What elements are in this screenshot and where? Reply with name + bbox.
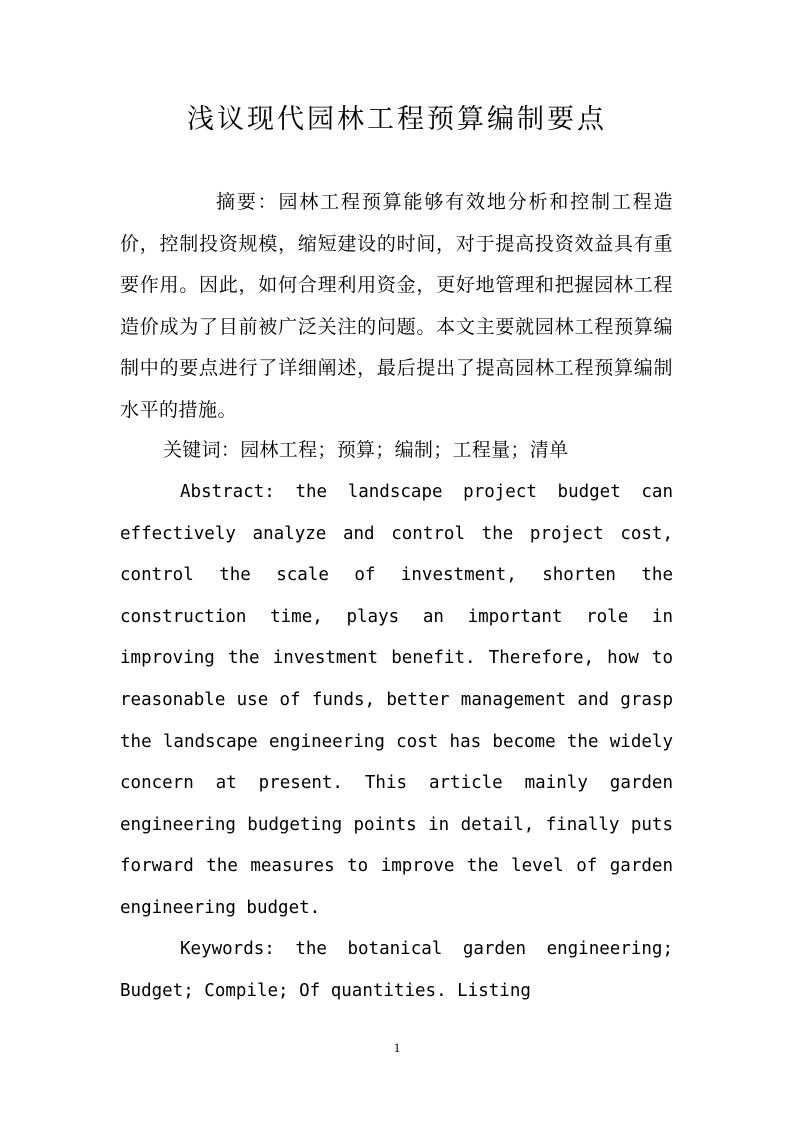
document-title: 浅议现代园林工程预算编制要点 — [187, 104, 607, 135]
chinese-abstract: 摘要：园林工程预算能够有效地分析和控制工程造价，控制投资规模，缩短建设的时间，对于提高投资效益具有重要作用。因此，如何合理利用资金，更好地管理和把握园林工程造价成为了目前被广泛关注的问题。本文主要就园林工程预算编制中的要点进行了详细阐述，最后提出了提高园林工程预算编制水平的措施。 — [120, 191, 673, 421]
chinese-keywords: 关键词：园林工程；预算；编制；工程量；清单 — [163, 439, 569, 461]
page-number: 1 — [393, 1040, 401, 1055]
english-keywords: Keywords: the botanical garden engineering; Budget; Compile; Of quantities. Listing — [120, 939, 673, 1001]
english-abstract: Abstract: the landscape project budget can effectively analyze and control the project cost, control the scale of investment, shorten the construction time, plays an important role in improving the investment benefit. Therefore, how to reasonable use of funds, better management and grasp the landscape engineering cost has become the widely concern at present. This article mainly garden engineering budgeting points in detail, finally puts forward the measures to improve the level of garden engineering budget. — [120, 482, 673, 918]
